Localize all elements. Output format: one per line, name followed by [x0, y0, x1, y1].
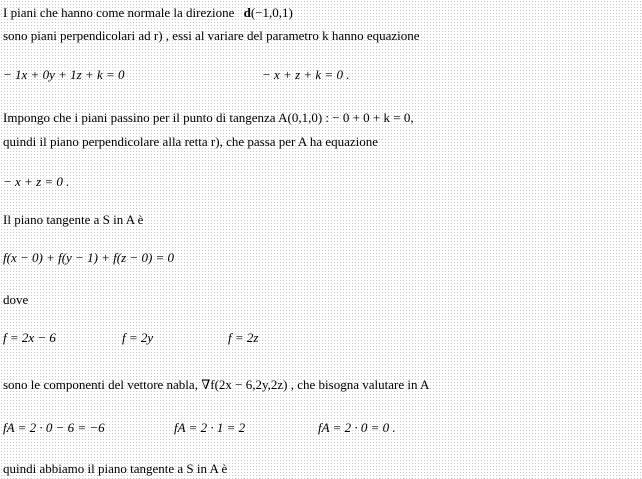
equation-fy-at-a: fA = 2 · 1 = 2 [174, 420, 246, 435]
text-line-1 [3, 5, 293, 21]
text-line-4: quindi il piano perpendicolare alla retta r), che passa per A ha equazione [3, 134, 379, 149]
text-line-6: dove [3, 292, 29, 307]
text-line-5: Il piano tangente a S in A è [3, 212, 144, 227]
text-line-7: sono le componenti del vettore nabla, ∇f(2x − 6,2y,2z) , che bisogna valutare in A [3, 377, 430, 392]
equation-fy: f = 2y [122, 330, 154, 345]
equation-fx-at-a: fA = 2 · 0 − 6 = −6 [3, 420, 105, 435]
equation-perpendicular-plane: − x + z = 0 . [3, 174, 70, 189]
vector-d: d [243, 5, 251, 20]
equation-tangent-plane [3, 250, 174, 266]
equation-plane-general: − 1x + 0y + 1z + k = 0 [3, 67, 125, 82]
equation-fz: f = 2z [228, 330, 259, 345]
vector-d-components: (−1,0,1) [250, 5, 293, 20]
equation-fz-at-a: fA = 2 · 0 = 0 . [318, 420, 396, 435]
equation-tangent-plane-text: f(x − 0) + f(y − 1) + f(z − 0) = 0 [3, 250, 175, 265]
equation-fx: f = 2x − 6 [3, 330, 56, 345]
text-normal-direction: I piani che hanno come normale la direzione [3, 5, 235, 20]
text-line-3: Impongo che i piani passino per il punto di tangenza A(0,1,0) : − 0 + 0 + k = 0, [3, 110, 414, 125]
equation-plane-simplified: − x + z + k = 0 . [262, 67, 350, 82]
text-line-8: quindi abbiamo il piano tangente a S in A è [3, 461, 228, 476]
text-line-2: sono piani perpendicolari ad r) , essi al variare del parametro k hanno equazione [3, 28, 420, 43]
